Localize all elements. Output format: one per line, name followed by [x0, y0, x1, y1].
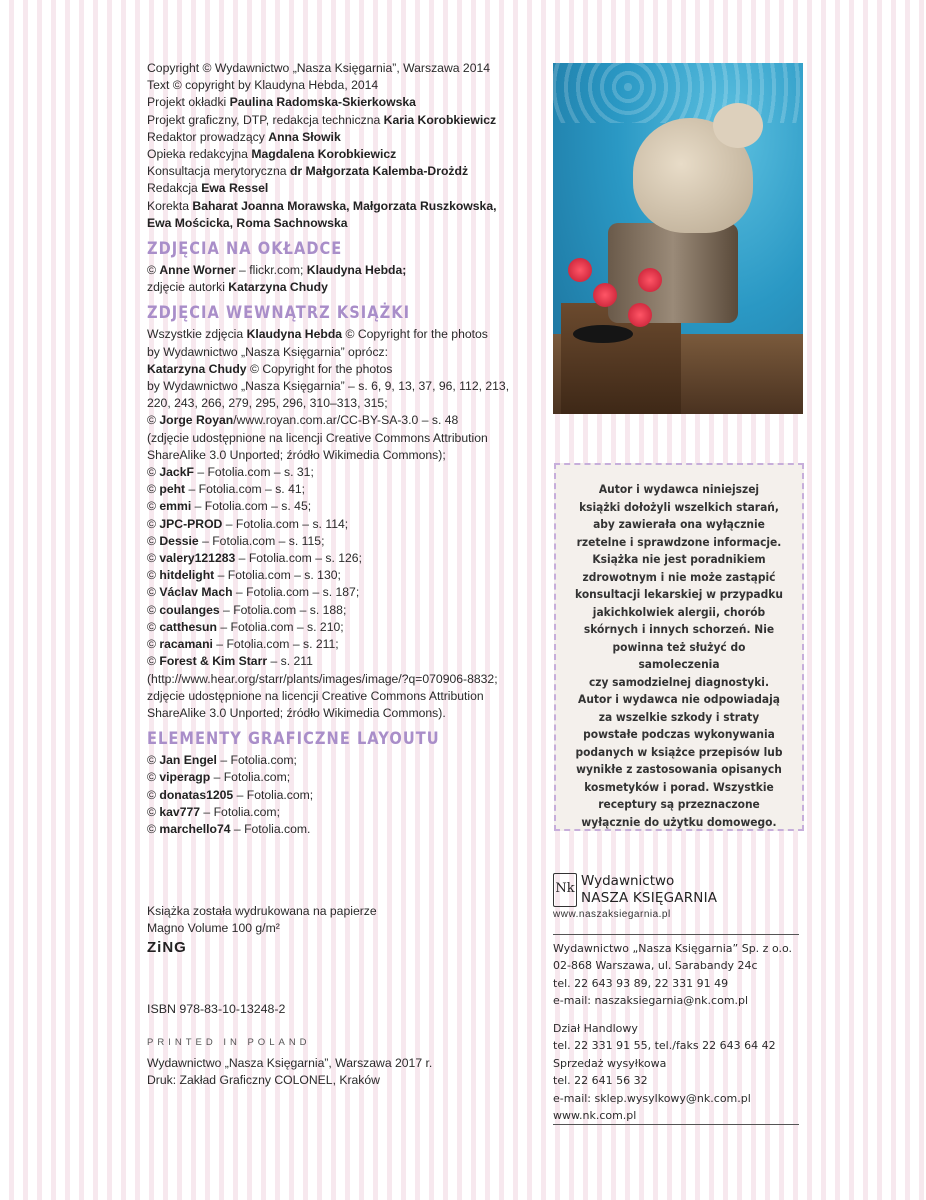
copyright-sign: © [147, 499, 160, 514]
credit-name: Ewa Ressel [201, 181, 269, 196]
source-text: – Fotolia.com – s. 188; [219, 602, 347, 617]
photographer-name: Katarzyna Chudy [228, 280, 328, 295]
credit-item [147, 584, 527, 601]
credit-item [147, 498, 527, 515]
credit-item [147, 602, 527, 619]
disclaimer-line: jakichkolwiek alergii, chorób [592, 604, 766, 619]
copyright-sign: © [147, 533, 160, 548]
source-text: – flickr.com; [235, 263, 307, 278]
photographer-name: coulanges [159, 602, 220, 617]
credit-line [147, 180, 527, 197]
credit-item [147, 619, 527, 636]
flower-icon [638, 268, 662, 292]
inner-photos-line: zdjęcie udostępnione na licencji Creative Commons Attribution [147, 688, 484, 703]
disclaimer-line: kosmetyków i porad. Wszystkie [584, 779, 774, 794]
credit-item [147, 533, 527, 550]
disclaimer-line: skórnych i innych schorzeń. Nie [583, 622, 775, 636]
photographer-name: donatas1205 [159, 787, 234, 802]
credit-item [147, 464, 527, 481]
credit-item [147, 653, 527, 670]
copyright-sign: © [147, 413, 160, 428]
address-line: Wydawnictwo „Nasza Księgarnia” Sp. z o.o. [553, 942, 793, 955]
divider [553, 934, 799, 935]
divider [553, 1124, 799, 1125]
copyright-sign: © [147, 787, 160, 802]
photographer-name: Václav Mach [159, 585, 233, 600]
inner-photos-line: (zdjęcie udostępnione na licencji Creative Commons Attribution [147, 430, 488, 445]
sales-line: www.nk.com.pl [553, 1109, 637, 1123]
copyright-sign: © [147, 585, 160, 600]
credit-item [147, 752, 527, 769]
credit-label: Projekt graficzny, DTP, redakcja techniczna [147, 112, 384, 127]
source-text: – Fotolia.com; [216, 753, 297, 768]
flower-icon [628, 303, 652, 327]
cover-photos-line [147, 262, 527, 279]
credits-column [147, 60, 527, 838]
credit-name: Ewa Mościcka, Roma Sachnowska [147, 215, 348, 230]
sales-line: tel. 22 331 91 55, tel./faks 22 643 64 42 [553, 1039, 776, 1053]
sales-contact [553, 1020, 776, 1124]
inner-photos-line: ShareAlike 3.0 Unported; źródło Wikimedia Commons); [147, 447, 446, 462]
credit-line [147, 146, 527, 163]
copyright-sign: © [147, 465, 160, 480]
photographer-name: marchello74 [159, 821, 231, 836]
photographer-name: emmi [159, 499, 192, 514]
disclaimer-line: czy samodzielnej diagnostyki. [588, 674, 770, 689]
source-text: – Fotolia.com – s. 130; [214, 568, 341, 583]
publisher-website: www.naszaksiegarnia.pl [553, 909, 671, 920]
photographer-name: JackF [159, 465, 194, 480]
photographer-name: Klaudyna Hebda [246, 327, 343, 342]
credit-name: Paulina Radomska-Skierkowska [229, 95, 416, 110]
inner-photos-line: by Wydawnictwo „Nasza Księgarnia” – s. 6, 9, 13, 37, 96, 112, 213, [147, 379, 510, 394]
zing-logo: ZiNG [147, 939, 187, 956]
inner-photos-line [147, 361, 527, 378]
copyright-sign: © [147, 602, 160, 617]
disclaimer-line: receptury są przeznaczone [598, 797, 760, 811]
credit-name: Magdalena Korobkiewicz [251, 147, 397, 162]
source-text: – Fotolia.com; [233, 787, 314, 802]
copyright-sign: © [147, 654, 160, 669]
credit-item [147, 636, 527, 653]
paper-line: Magno Volume 100 g/m² [147, 921, 280, 935]
source-text: – Fotolia.com; [210, 770, 291, 785]
source-text: – Fotolia.com – s. 45; [191, 499, 312, 514]
credit-label: Konsultacja merytoryczna [147, 164, 290, 179]
inner-photos-line [147, 412, 527, 429]
address-line: 02-868 Warszawa, ul. Sarabandy 24c [553, 959, 758, 973]
source-text: – Fotolia.com – s. 115; [198, 533, 325, 548]
disclaimer-line: powinna też służyć do samoleczenia [612, 639, 746, 671]
inner-photos-line: 220, 243, 266, 279, 295, 296, 310–313, 315; [147, 396, 388, 411]
photographer-name: Anne Worner [159, 263, 236, 278]
publisher-name: NASZA KSIĘGARNIA [581, 890, 718, 906]
credit-label: Text © copyright by Klaudyna Hebda, 2014 [147, 78, 379, 93]
printed-block [147, 1034, 432, 1089]
source-text: – Fotolia.com. [230, 821, 311, 836]
disclaimer-text [575, 481, 783, 831]
credit-item [147, 821, 527, 838]
source-text: © Copyright for the photos [246, 361, 393, 376]
source-text: – Fotolia.com; [200, 804, 280, 819]
source-text: – Fotolia.com – s. 211; [212, 637, 339, 652]
sales-line: Dział Handlowy [553, 1022, 638, 1035]
copyright-sign: © [147, 753, 160, 768]
nk-logo-icon: Nk [553, 873, 577, 907]
layout-credit-list [147, 752, 527, 838]
credit-line [147, 163, 527, 180]
paper-note [147, 903, 377, 956]
copyright-sign: © [147, 770, 160, 785]
credit-label: Projekt okładki [147, 95, 230, 110]
publisher-address [553, 940, 792, 1010]
photographer-name: Forest & Kim Starr [159, 654, 268, 669]
copyright-sign: © [147, 551, 160, 566]
cover-photos-line [147, 279, 527, 296]
photo-credit-list [147, 464, 527, 670]
credit-item [147, 787, 527, 804]
sales-line: e-mail: sklep.wysylkowy@nk.com.pl [553, 1091, 751, 1105]
paper-line: Książka została wydrukowana na papierze [147, 904, 377, 918]
bird-head [713, 103, 763, 148]
black-seeds [573, 325, 633, 343]
source-text: – Fotolia.com – s. 187; [232, 585, 360, 600]
source-text: – s. 211 [267, 654, 313, 669]
printed-label: PRINTED IN POLAND [147, 1037, 311, 1048]
sales-line: Sprzedaż wysyłkowa [553, 1056, 667, 1070]
copyright-sign: © [147, 482, 160, 497]
copyright-sign: © [147, 637, 160, 652]
source-text: © Copyright for the photos [342, 327, 488, 342]
photographer-name: Katarzyna Chudy [147, 361, 247, 376]
credit-label: Copyright © Wydawnictwo „Nasza Księgarnia”, Warszawa 2014 [147, 61, 491, 75]
copyright-sign: © [147, 821, 160, 836]
flower-icon [593, 283, 617, 307]
credit-line [147, 129, 527, 146]
credit-item [147, 804, 527, 821]
copyright-sign: © [147, 263, 160, 278]
inner-photos-line: by Wydawnictwo „Nasza Księgarnia” oprócz: [147, 344, 389, 359]
photographer-name: kav777 [159, 804, 201, 819]
credit-item [147, 567, 527, 584]
photographer-name: valery121283 [159, 551, 236, 566]
credits-block [147, 60, 527, 232]
publisher-name: Wydawnictwo [581, 873, 675, 889]
photographer-name: viperagp [159, 770, 211, 785]
address-line: tel. 22 643 93 89, 22 331 91 49 [553, 976, 729, 990]
photographer-name: Dessie [159, 533, 199, 548]
carved-stump [608, 223, 738, 323]
address-line: e-mail: naszaksiegarnia@nk.com.pl [553, 994, 749, 1008]
section-heading-cover-photos: ZDJĘCIA NA OKŁADCE [147, 239, 343, 260]
source-text: – Fotolia.com – s. 31; [193, 465, 314, 480]
inner-photos-line: ShareAlike 3.0 Unported; źródło Wikimedia Commons). [147, 705, 446, 720]
source-text: – Fotolia.com – s. 114; [222, 516, 349, 531]
printed-line: Wydawnictwo „Nasza Księgarnia”, Warszawa 2017 r. [147, 1056, 433, 1070]
credit-line [147, 198, 527, 215]
credit-name: dr Małgorzata Kalemba-Drożdż [289, 164, 469, 179]
credit-name: Baharat Joanna Morawska, Małgorzata Ruszkowska, [192, 198, 497, 213]
photographer-name: hitdelight [159, 568, 215, 583]
source-text: /www.royan.com.ar/CC-BY-SA-3.0 – s. 48 [233, 413, 459, 428]
disclaimer-line: podanych w książce przepisów lub [575, 744, 783, 759]
credit-line [147, 215, 527, 232]
printed-line: Druk: Zakład Graficzny COLONEL, Kraków [147, 1073, 380, 1087]
sales-line: tel. 22 641 56 32 [553, 1074, 648, 1088]
disclaimer-line: rzetelne i sprawdzone informacje. [576, 534, 782, 549]
copyright-sign: © [147, 568, 160, 583]
bird-figurine-photo [553, 63, 803, 414]
credit-item [147, 769, 527, 786]
photographer-name: Jorge Royan [159, 413, 234, 428]
credit-line [147, 94, 527, 111]
disclaimer-box [554, 463, 804, 831]
photographer-name: peht [159, 482, 186, 497]
disclaimer-line: za wszelkie szkody i straty [598, 709, 760, 724]
disclaimer-line: Książka nie jest poradnikiem [592, 552, 766, 566]
disclaimer-line: Autor i wydawca niniejszej [598, 482, 760, 496]
photographer-name: Jan Engel [159, 753, 217, 768]
copyright-sign: © [147, 516, 160, 531]
source-text: zdjęcie autorki [147, 280, 229, 295]
credit-name: Anna Słowik [268, 129, 341, 144]
publisher-logo [553, 871, 783, 923]
source-text: Wszystkie zdjęcia [147, 327, 247, 342]
photographer-name: racamani [159, 637, 213, 652]
photographer-name: catthesun [159, 619, 217, 634]
section-heading-inner-photos: ZDJĘCIA WEWNĄTRZ KSIĄŻKI [147, 303, 411, 324]
credit-label: Redakcja [147, 181, 202, 196]
copyright-sign: © [147, 804, 160, 819]
disclaimer-line: Autor i wydawca nie odpowiadają [578, 692, 780, 706]
photographer-name: Klaudyna Hebda; [306, 263, 407, 278]
credit-label: Opieka redakcyjna [147, 147, 252, 162]
inner-photos-line [147, 326, 527, 343]
source-text: – Fotolia.com – s. 210; [216, 619, 344, 634]
inner-photos-line: (http://www.hear.org/starr/plants/images/image/?q=070906-8832; [147, 671, 498, 686]
copyright-sign: © [147, 619, 160, 634]
section-heading-layout-elements: ELEMENTY GRAFICZNE LAYOUTU [147, 729, 440, 750]
credit-item [147, 550, 527, 567]
disclaimer-line: wyłącznie do użytku domowego. [581, 814, 777, 829]
credit-item [147, 516, 527, 533]
lace-pattern [553, 63, 803, 123]
disclaimer-line: zdrowotnym i nie może zastąpić [582, 569, 776, 584]
credit-label: Korekta [147, 198, 193, 213]
disclaimer-line: powstałe podczas wykonywania [583, 727, 775, 741]
credit-name: Karia Korobkiewicz [383, 112, 497, 127]
source-text: – Fotolia.com – s. 126; [235, 551, 362, 566]
disclaimer-line: książki dołożyli wszelkich starań, [579, 499, 779, 514]
credit-line [147, 112, 527, 129]
credit-item [147, 481, 527, 498]
credit-label: Redaktor prowadzący [147, 129, 269, 144]
flower-icon [568, 258, 592, 282]
isbn: ISBN 978-83-10-13248-2 [147, 1002, 286, 1016]
credit-line [147, 60, 527, 77]
credit-line [147, 77, 527, 94]
disclaimer-line: konsultacji lekarskiej w przypadku [575, 587, 783, 601]
source-text: – Fotolia.com – s. 41; [185, 482, 306, 497]
disclaimer-line: aby zawierała ona wyłącznie [593, 517, 765, 531]
disclaimer-line: wynikłe z zastosowania opisanych [576, 762, 782, 776]
photographer-name: JPC-PROD [159, 516, 223, 531]
